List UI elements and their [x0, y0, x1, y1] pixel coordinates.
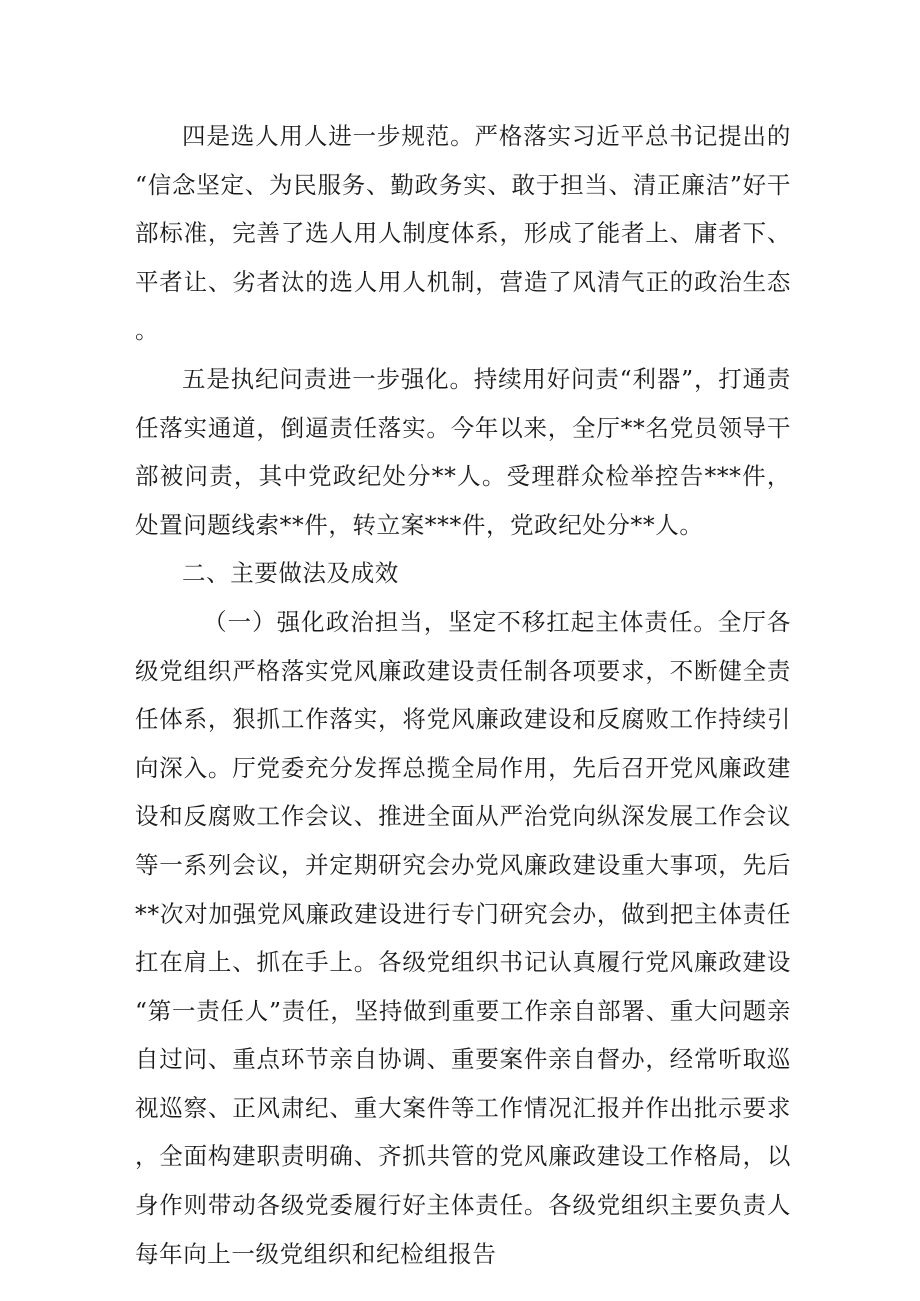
paragraph-political-responsibility: （一）强化政治担当，坚定不移扛起主体责任。全厅各级党组织严格落实党风廉政建设责任制各项要求，不断健全责任体系，狠抓工作落实，将党风廉政建设和反腐败工作持续引向深入。厅党委充分发挥总揽全局作用，先后召开党风廉政建设和反腐败工作会议、推进全面从严治党向纵深发展工作会议等一系列会议，并定期研究会办党风廉政建设重大事项，先后**次对加强党风廉政建设进行专门研究会办，做到把主体责任扛在肩上、抓在手上。各级党组织书记认真履行党风廉政建设“第一责任人”责任，坚持做到重要工作亲自部署、重大问题亲自过问、重点环节亲自协调、重要案件亲自督办，经常听取巡视巡察、正风肃纪、重大案件等工作情况汇报并作出批示要求，全面构建职责明确、齐抓共管的党风廉政建设工作格局，以身作则带动各级党委履行好主体责任。各级党组织主要负责人每年向上一级党组织和纪检组报告 [135, 607, 791, 1268]
paragraph-discipline-accountability: 五是执纪问责进一步强化。持续用好问责“利器”，打通责任落实通道，倒逼责任落实。今年以来，全厅**名党员领导干部被问责，其中党政纪处分**人。受理群众检举控告***件，处置问题线索**件，转立案***件，党政纪处分**人。 [135, 364, 791, 539]
document-body [135, 112, 791, 1278]
section-heading-main-practices: 二、主要做法及成效 [182, 559, 399, 588]
paragraph-selection-of-personnel: 四是选人用人进一步规范。严格落实习近平总书记提出的“信念坚定、为民服务、勤政务实、敢于担当、清正廉洁”好干部标准，完善了选人用人制度体系，形成了能者上、庸者下、平者让、劣者汰的选人用人机制，营造了风清气正的政治生态。 [135, 122, 791, 345]
